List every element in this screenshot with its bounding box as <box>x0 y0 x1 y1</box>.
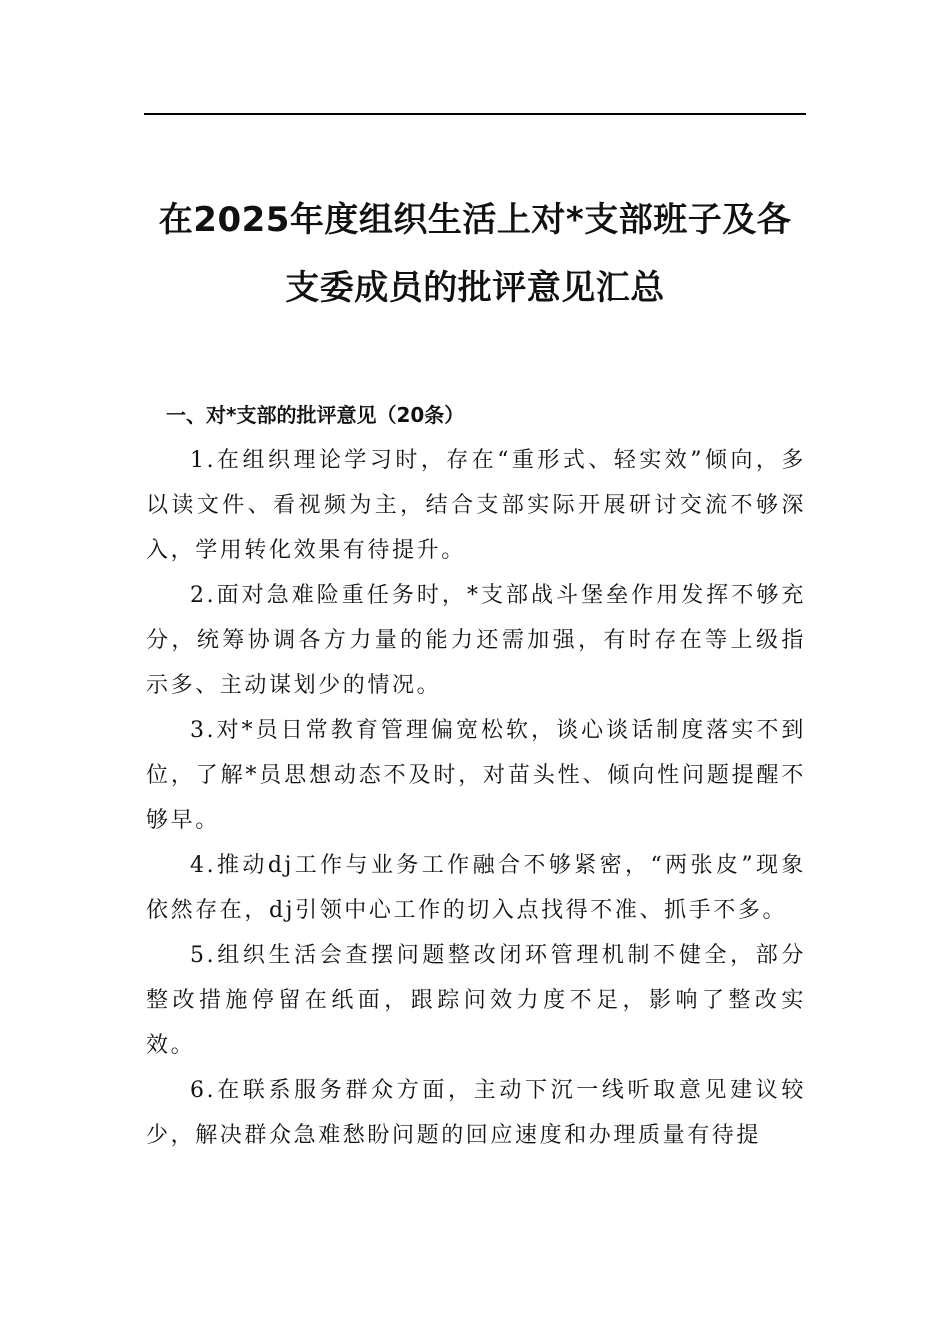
paragraph-4: 4.推动dj工作与业务工作融合不够紧密，“两张皮”现象依然存在，dj引领中心工作的切入点找得不准、抓手不多。 <box>146 853 806 923</box>
title-line-2: 支委成员的批评意见汇总 <box>285 268 665 308</box>
paragraph-6: 6.在联系服务群众方面，主动下沉一线听取意见建议较少，解决群众急难愁盼问题的回应速度和办理质量有待提 <box>146 1078 806 1148</box>
paragraph-3: 3.对*员日常教育管理偏宽松软，谈心谈话制度落实不到位，了解*员思想动态不及时，对苗头性、倾向性问题提醒不够早。 <box>146 718 806 833</box>
body-text <box>146 438 806 1158</box>
section-heading: 一、对*支部的批评意见（20条） <box>166 403 465 427</box>
paragraph-5: 5.组织生活会查摆问题整改闭环管理机制不健全，部分整改措施停留在纸面，跟踪问效力度不足，影响了整改实效。 <box>146 943 806 1058</box>
paragraph-1: 1.在组织理论学习时，存在“重形式、轻实效”倾向，多以读文件、看视频为主，结合支部实际开展研讨交流不够深入，学用转化效果有待提升。 <box>146 448 806 563</box>
paragraph-2: 2.面对急难险重任务时，*支部战斗堡垒作用发挥不够充分，统筹协调各方力量的能力还需加强，有时存在等上级指示多、主动谋划少的情况。 <box>146 583 806 698</box>
title-line-1: 在2025年度组织生活上对*支部班子及各 <box>158 200 792 240</box>
document-title <box>144 186 806 322</box>
top-rule <box>144 113 806 115</box>
